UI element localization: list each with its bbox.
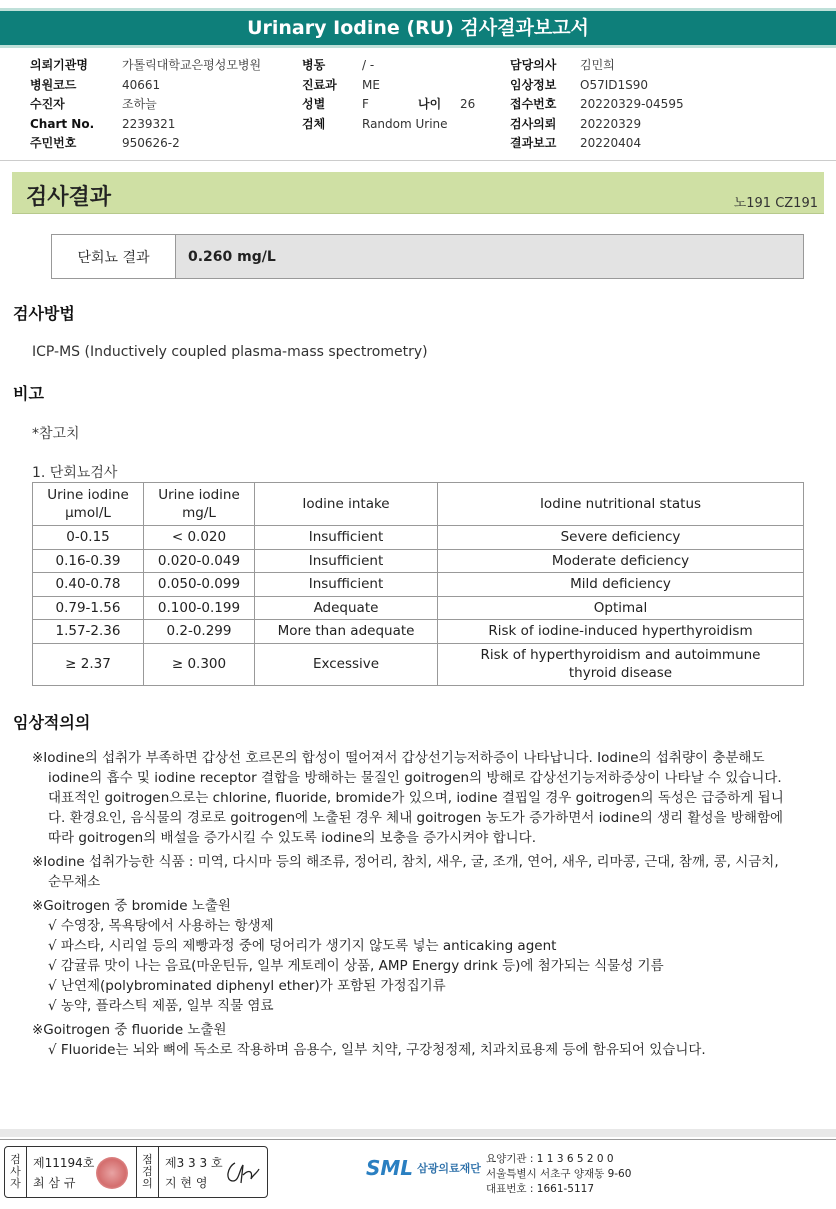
- info-value: 20220404: [580, 136, 642, 150]
- table-cell: 0.100-0.199: [144, 596, 255, 620]
- info-key: 담당의사: [510, 58, 557, 72]
- label-char: 점: [142, 1153, 153, 1166]
- info-value: 20220329-04595: [580, 97, 684, 111]
- table-cell: Insufficient: [255, 526, 438, 550]
- checker-label: [137, 1147, 159, 1197]
- result-heading: 검사결과: [26, 185, 112, 210]
- result-code: 노191 CZ191: [733, 196, 818, 211]
- info-row: [302, 95, 475, 115]
- method-heading: 검사방법: [13, 304, 75, 323]
- info-value: Random Urine: [362, 116, 448, 131]
- clinical-text: [32, 748, 792, 1060]
- checker-cell: [159, 1147, 267, 1197]
- table-cell: 0.020-0.049: [144, 549, 255, 573]
- info-value: / -: [362, 58, 375, 72]
- header-line: μmol/L: [65, 505, 111, 521]
- table-row: [33, 620, 804, 644]
- info-key: Chart No.: [30, 116, 95, 131]
- info-row: [510, 76, 684, 96]
- info-row: [30, 115, 261, 135]
- info-value: 40661: [122, 77, 161, 92]
- logo-name: 삼광의료재단: [417, 1162, 481, 1175]
- list-item: √ Fluoride는 뇌와 뼈에 독소로 작용하며 음용수, 일부 치약, 구강청정제, 치과치료용제 등에 함유되어 있습니다.: [48, 1042, 706, 1058]
- signature-box: [4, 1146, 268, 1198]
- table-title: 1. 단회뇨검사: [32, 465, 118, 481]
- label-char: 사: [10, 1165, 21, 1178]
- info-key: 성별: [302, 97, 326, 111]
- header-intake: Iodine intake: [255, 483, 438, 526]
- table-cell: Severe deficiency: [438, 526, 804, 550]
- table-row: [33, 573, 804, 597]
- info-row: [510, 95, 684, 115]
- table-cell: Insufficient: [255, 573, 438, 597]
- report-title: Urinary Iodine (RU) 검사결과보고서: [0, 8, 836, 48]
- info-row: [510, 134, 684, 154]
- table-cell: 0.79-1.56: [33, 596, 144, 620]
- patient-info-mid: [302, 56, 475, 134]
- footer-divider: [0, 1139, 836, 1140]
- table-cell: Risk of iodine-induced hyperthyroidism: [438, 620, 804, 644]
- info-key: 임상정보: [510, 77, 557, 92]
- list-item: √ 수영장, 목욕탕에서 사용하는 항생제: [48, 918, 274, 934]
- info-row: [510, 115, 684, 135]
- info-value: 김민희: [580, 58, 615, 72]
- table-cell: 0.2-0.299: [144, 620, 255, 644]
- label-char: 의: [142, 1177, 153, 1190]
- header-status: Iodine nutritional status: [438, 483, 804, 526]
- org-line: 대표번호 : 1661-5117: [486, 1183, 595, 1195]
- header-line: Urine iodine: [47, 487, 129, 503]
- info-value: 2239321: [122, 116, 176, 131]
- header-line: Urine iodine: [158, 487, 240, 503]
- info-value: 조하늘: [122, 97, 157, 111]
- reference-table: [32, 482, 804, 686]
- table-cell: 0.40-0.78: [33, 573, 144, 597]
- footer-divider: [0, 1129, 836, 1137]
- info-row: [30, 134, 261, 154]
- info-key: 결과보고: [510, 136, 557, 150]
- tester-cell: [27, 1147, 137, 1197]
- clinical-heading: 임상적의의: [13, 713, 91, 732]
- age-value: 26: [460, 97, 476, 111]
- tester-label: [5, 1147, 27, 1197]
- info-key: 검사의뢰: [510, 116, 557, 131]
- label-char: 자: [10, 1177, 21, 1190]
- info-key: 진료과: [302, 77, 337, 92]
- list-item: √ 파스타, 시리얼 등의 제빵과정 중에 덩어리가 생기지 않도록 넣는 anticaking agent: [48, 938, 557, 954]
- clinical-paragraph: ※Iodine 섭취가능한 식품 : 미역, 다시마 등의 해조류, 정어리, 참치, 새우, 굴, 조개, 연어, 새우, 리마콩, 근대, 참깨, 콩, 시금치, 순무채소: [32, 854, 779, 890]
- tester-number: 제11194호: [33, 1156, 95, 1170]
- list-item: √ 난연제(polybrominated diphenyl ether)가 포함된 가정집기류: [48, 978, 446, 994]
- info-value: 가톨릭대학교은평성모병원: [122, 58, 262, 72]
- info-key: 검체: [302, 116, 326, 131]
- list-item: √ 농약, 플라스틱 제품, 일부 직물 염료: [48, 998, 274, 1014]
- table-cell: 1.57-2.36: [33, 620, 144, 644]
- info-row: [302, 76, 475, 96]
- table-cell: < 0.020: [144, 526, 255, 550]
- remarks-heading: 비고: [13, 384, 44, 403]
- org-line: 서울특별시 서초구 양재동 9-60: [486, 1168, 632, 1180]
- table-header-row: [33, 483, 804, 526]
- organization-info: [486, 1152, 631, 1197]
- table-row: [33, 643, 804, 685]
- table-cell: Mild deficiency: [438, 573, 804, 597]
- info-row: [302, 115, 475, 135]
- signature-icon: [221, 1157, 261, 1187]
- info-key: 병원코드: [30, 77, 77, 92]
- method-text: ICP-MS (Inductively coupled plasma-mass spectrometry): [32, 344, 428, 360]
- info-row: [30, 56, 261, 76]
- info-key: 주민번호: [30, 136, 77, 150]
- table-cell: Adequate: [255, 596, 438, 620]
- info-value: 950626-2: [122, 136, 180, 150]
- table-cell: ≥ 2.37: [33, 643, 144, 685]
- table-cell: Optimal: [438, 596, 804, 620]
- table-cell: More than adequate: [255, 620, 438, 644]
- table-row: [33, 596, 804, 620]
- tester-name: 최 삼 규: [33, 1176, 76, 1190]
- seal-stamp-icon: [96, 1157, 128, 1189]
- info-row: [510, 56, 684, 76]
- info-row: [30, 95, 261, 115]
- org-line: 요양기관 : 1 1 3 6 5 2 0 0: [486, 1153, 614, 1165]
- sml-logo: [366, 1156, 481, 1180]
- urine-result-box: [51, 234, 804, 279]
- urine-result-label: 단회뇨 결과: [52, 235, 176, 278]
- table-cell: 0-0.15: [33, 526, 144, 550]
- info-key: 수진자: [30, 97, 65, 111]
- table-cell: Excessive: [255, 643, 438, 685]
- info-key: 접수번호: [510, 97, 557, 111]
- info-value: 20220329: [580, 116, 642, 131]
- table-cell: 0.050-0.099: [144, 573, 255, 597]
- header-mgl: [144, 483, 255, 526]
- info-value: O57ID1S90: [580, 77, 649, 92]
- table-row: [33, 526, 804, 550]
- info-row: [30, 76, 261, 96]
- info-value: F: [362, 97, 369, 111]
- divider: [0, 160, 836, 161]
- info-key: 의뢰기관명: [30, 58, 88, 72]
- label-char: 검: [10, 1153, 21, 1166]
- header-umol: [33, 483, 144, 526]
- info-key: 병동: [302, 58, 326, 72]
- table-cell: Moderate deficiency: [438, 549, 804, 573]
- patient-info-left: [30, 56, 261, 154]
- table-cell: Insufficient: [255, 549, 438, 573]
- table-cell: 0.16-0.39: [33, 549, 144, 573]
- table-cell: ≥ 0.300: [144, 643, 255, 685]
- clinical-paragraph: ※Goitrogen 중 fluoride 노출원: [32, 1022, 227, 1038]
- table-cell: Risk of hyperthyroidism and autoimmune thyroid disease: [438, 643, 804, 685]
- age-key: 나이: [418, 97, 442, 111]
- clinical-paragraph: 대표적인 goitrogen으로는 chlorine, fluoride, bromide가 있으며, iodine 결핍일 경우 goitrogen의 독성은 급증하게 됩니다. 환경요인, 음식물의 경로로 goitrogen에 노출된 경우 체내 goitrogen 농도가 증가하면서 iodine의 생리 활성을 방해함에 따라 goitrogen의 배설을 증가시킬 수 있도록 iodine의 보충을 증가시켜야 합니다.: [48, 790, 784, 846]
- info-value: ME: [362, 77, 380, 92]
- clinical-paragraph: ※Goitrogen 중 bromide 노출원: [32, 898, 231, 914]
- clinical-paragraph: ※Iodine의 섭취가 부족하면 갑상선 호르몬의 합성이 떨어져서 갑상선기능저하증이 나타납니다. Iodine의 섭취량이 충분해도 iodine의 흡수 및 iodine receptor 결합을 방해하는 물질인 goitrogen의 방해로 갑상선기능저하증상이 나타날 수 있습니다.: [32, 750, 782, 786]
- reference-label: *참고치: [32, 426, 80, 442]
- logo-mark: SML: [366, 1156, 414, 1180]
- table-row: [33, 549, 804, 573]
- result-section-header: [12, 172, 824, 214]
- info-row: [302, 56, 475, 76]
- label-char: 검: [142, 1165, 153, 1178]
- header-line: mg/L: [182, 505, 216, 521]
- checker-name: 지 현 영: [165, 1176, 208, 1190]
- patient-info-right: [510, 56, 684, 154]
- urine-result-value: 0.260 mg/L: [176, 235, 803, 278]
- list-item: √ 감귤류 맛이 나는 음료(마운틴듀, 일부 게토레이 상품, AMP Energy drink 등)에 첨가되는 식물성 기름: [48, 958, 664, 974]
- checker-number: 제3 3 3 호: [165, 1156, 223, 1170]
